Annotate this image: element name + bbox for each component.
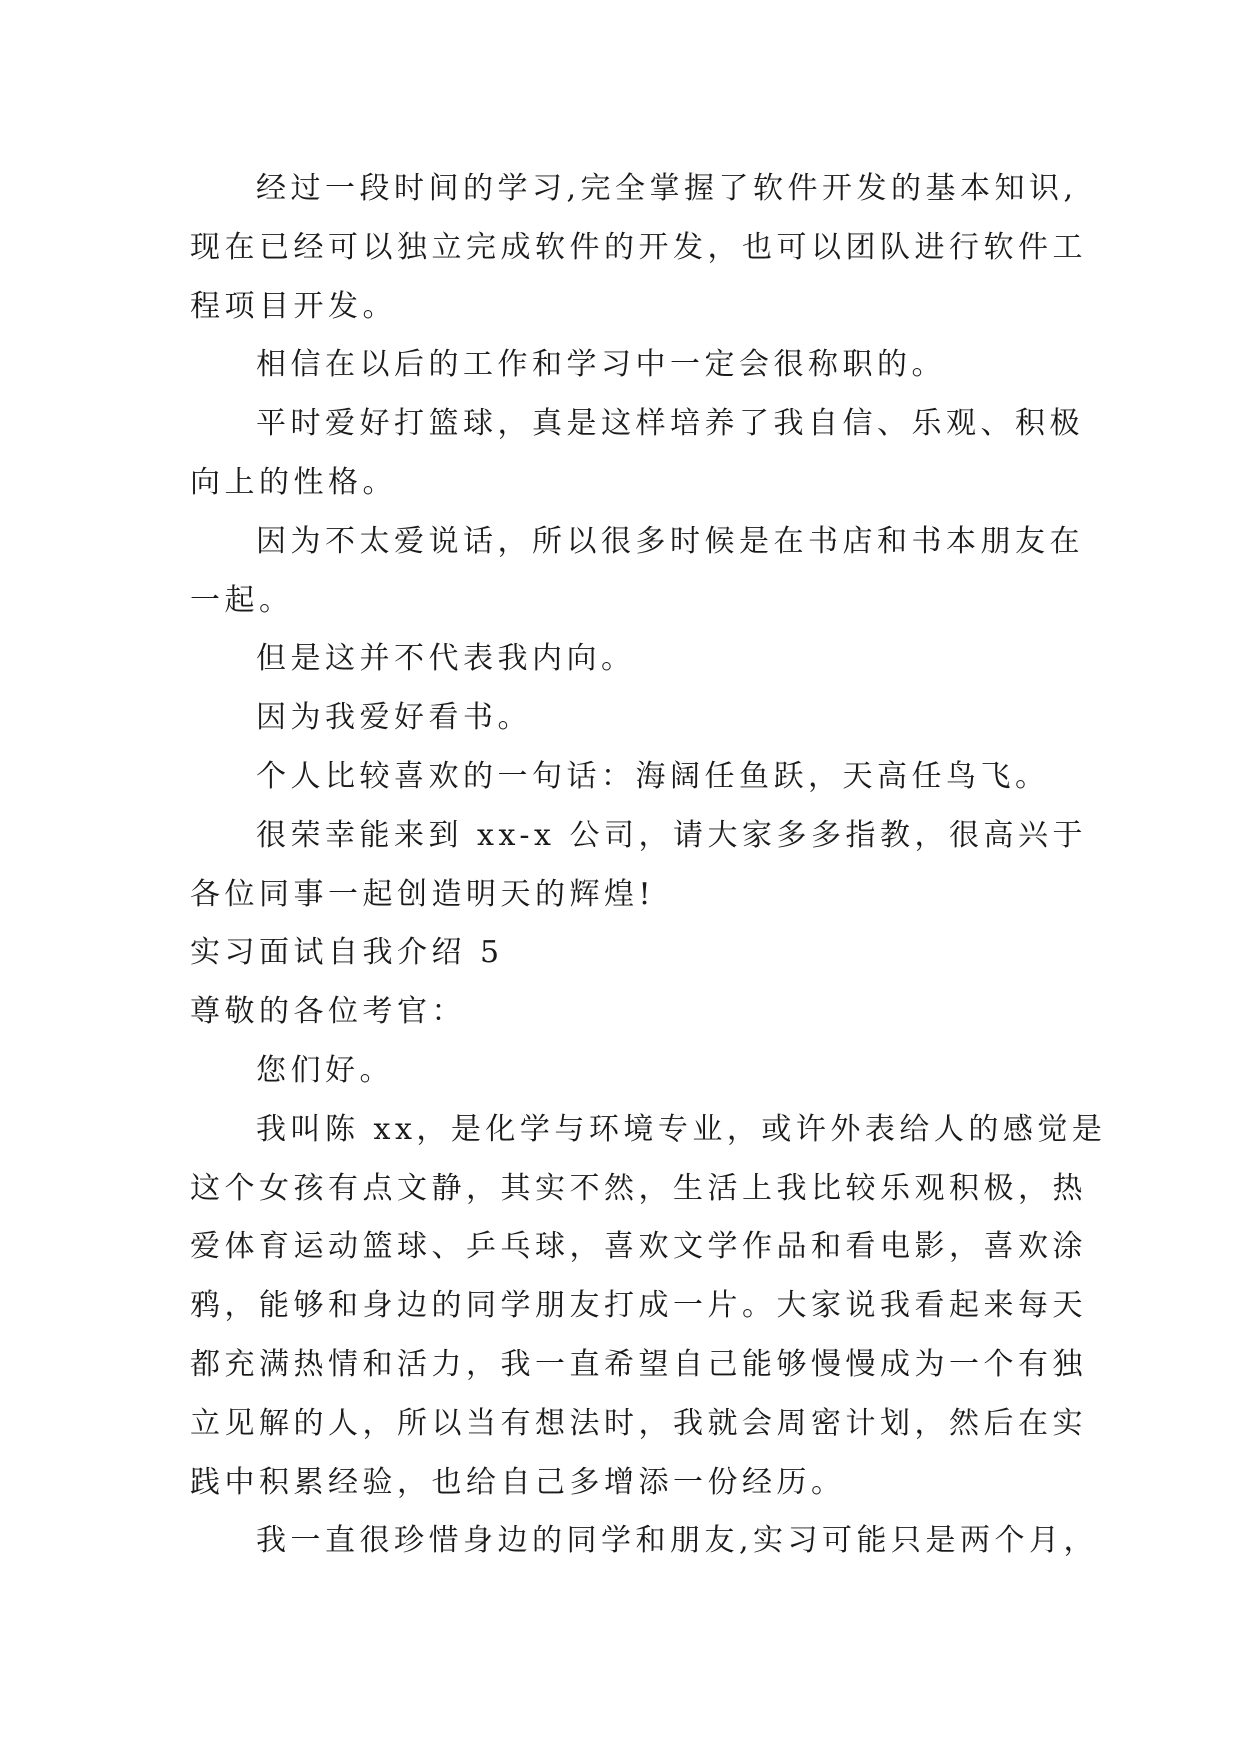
- text-line: 向上的性格。: [190, 464, 397, 500]
- text-line: 各位同事一起创造明天的辉煌!: [190, 876, 656, 912]
- salutation: [190, 983, 1090, 1042]
- text-line: 经过一段时间的学习,完全掌握了软件开发的基本知识,: [256, 171, 1078, 206]
- text-line: 因为我爱好看书。: [256, 700, 532, 736]
- section-heading: [190, 924, 1090, 983]
- text-line: 我一直很珍惜身边的同学和朋友,实习可能只是两个月，: [256, 1523, 1099, 1559]
- text-line: 但是这并不代表我内向。: [256, 641, 636, 677]
- text-line: 因为不太爱说话，所以很多时候是在书店和书本朋友在: [256, 523, 1084, 559]
- text-line: 现在已经可以独立完成软件的开发，也可以团队进行软件工: [190, 229, 1087, 265]
- paragraph-hobby-basketball: [190, 395, 1090, 513]
- text-line: 尊敬的各位考官：: [190, 994, 466, 1030]
- text-line: 这个女孩有点文静，其实不然，生活上我比较乐观积极，热: [190, 1170, 1087, 1206]
- paragraph-reading: [190, 689, 1090, 748]
- text-line: 践中积累经验，也给自己多增添一份经历。: [190, 1464, 846, 1500]
- text-line: 平时爱好打篮球，真是这样培养了我自信、乐观、积极: [256, 406, 1084, 442]
- text-line: 一起。: [190, 582, 294, 618]
- paragraph-self-intro: [190, 1101, 1107, 1513]
- document-body: [190, 160, 1107, 1571]
- paragraph-skills: [190, 160, 1090, 336]
- text-line: 鸦，能够和身边的同学朋友打成一片。大家说我看起来每天: [190, 1288, 1087, 1324]
- text-line: 我叫陈 xx，是化学与环境专业，或许外表给人的感觉是: [256, 1111, 1107, 1147]
- text-line: 个人比较喜欢的一句话：海阔任鱼跃，天高任鸟飞。: [256, 758, 1050, 794]
- text-line: 很荣幸能来到 xx-x 公司，请大家多多指教，很高兴于: [256, 817, 1087, 853]
- paragraph-greeting: [190, 1042, 1090, 1101]
- text-line: 程项目开发。: [190, 288, 397, 324]
- paragraph-friends: [190, 1512, 1099, 1571]
- text-line: 都充满热情和活力，我一直希望自己能够慢慢成为一个有独: [190, 1346, 1087, 1382]
- paragraph-not-introverted: [190, 630, 1090, 689]
- text-line: 相信在以后的工作和学习中一定会很称职的。: [256, 347, 946, 383]
- heading-line: 实习面试自我介绍 5: [190, 935, 504, 971]
- paragraph-confidence: [190, 336, 1090, 395]
- paragraph-motto: [190, 748, 1090, 807]
- paragraph-closing: [190, 807, 1090, 925]
- text-line: 您们好。: [256, 1052, 394, 1088]
- paragraph-bookstore: [190, 513, 1090, 631]
- text-line: 爱体育运动篮球、乒乓球，喜欢文学作品和看电影，喜欢涂: [190, 1229, 1087, 1265]
- text-line: 立见解的人，所以当有想法时，我就会周密计划，然后在实: [190, 1405, 1087, 1441]
